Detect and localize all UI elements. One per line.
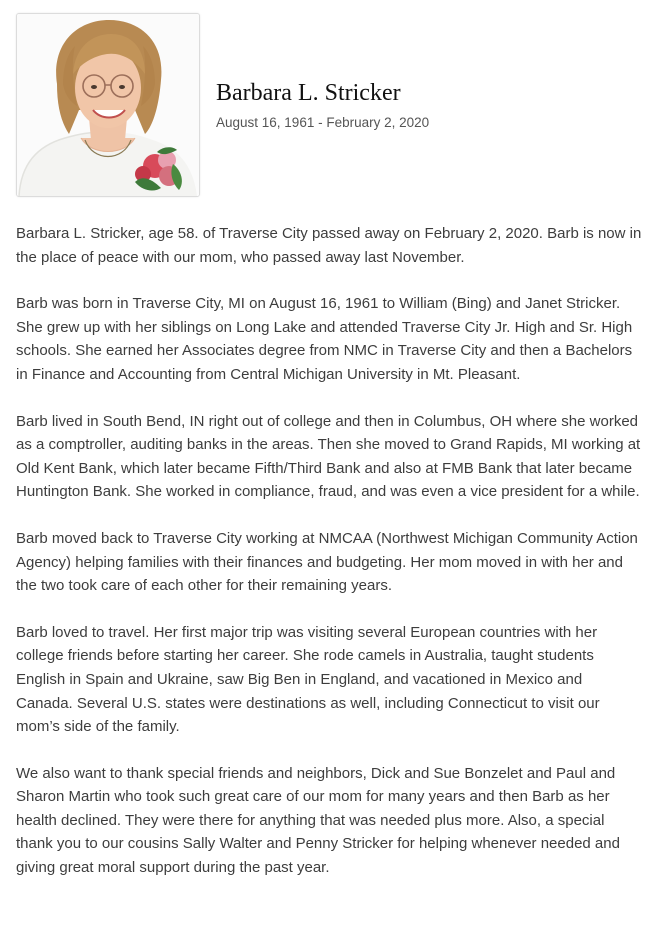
obituary-paragraph: We also want to thank special friends and neighbors, Dick and Sue Bonzelet and Paul and Sharon Martin who took such great care of our mom for many years and then Barb as her health declined. They were there for anything that was needed plus more. Also, a special thank you to our cousins Sally Walter and Penny Stricker for helping whenever needed and giving great moral support during the past year. [16, 764, 620, 877]
portrait-photo [16, 13, 200, 197]
life-dates: August 16, 1961 - February 2, 2020 [216, 115, 430, 130]
obituary-header [16, 13, 656, 197]
obituary-paragraph: Barb was born in Traverse City, MI on August 16, 1961 to William (Bing) and Janet Stricker. She grew up with her siblings on Long Lake and attended Traverse City Jr. High and Sr. High schools. She earned her Associates degree from NMC in Traverse City and then a Bachelors in Finance and Accounting from Central Michigan University in Mt. Pleasant. [16, 295, 633, 383]
portrait-illustration [17, 14, 199, 196]
obituary-paragraph: Barb loved to travel. Her first major trip was visiting several European countries with her college friends before starting her career. She rode camels in Australia, taught students English in Spain and Ukraine, saw Big Ben in England, and vacationed in Mexico and Canada. Several U.S. states were destinations as well, including Connecticut to visit our mom’s side of the family. [16, 623, 600, 736]
obituary-paragraph: Barb moved back to Traverse City working at NMCAA (Northwest Michigan Community Action Agency) helping families with their finances and budgeting. Her mom moved in with her and the two took care of each other for their remaining years. [16, 529, 638, 595]
obituary-paragraph: Barb lived in South Bend, IN right out of college and then in Columbus, OH where she worked as a comptroller, auditing banks in the areas. Then she moved to Grand Rapids, MI working at Old Kent Bank, which later became Fifth/Third Bank and also at FMB Bank that later became Huntington Bank. She worked in compliance, fraud, and was even a vice president for a while. [16, 412, 641, 501]
obituary-body [16, 222, 642, 903]
obituary-paragraph: Barbara L. Stricker, age 58. of Traverse City passed away on February 2, 2020. Barb is now in the place of peace with our mom, who passed away last November. [16, 225, 642, 266]
deceased-name: Barbara L. Stricker [216, 80, 401, 106]
